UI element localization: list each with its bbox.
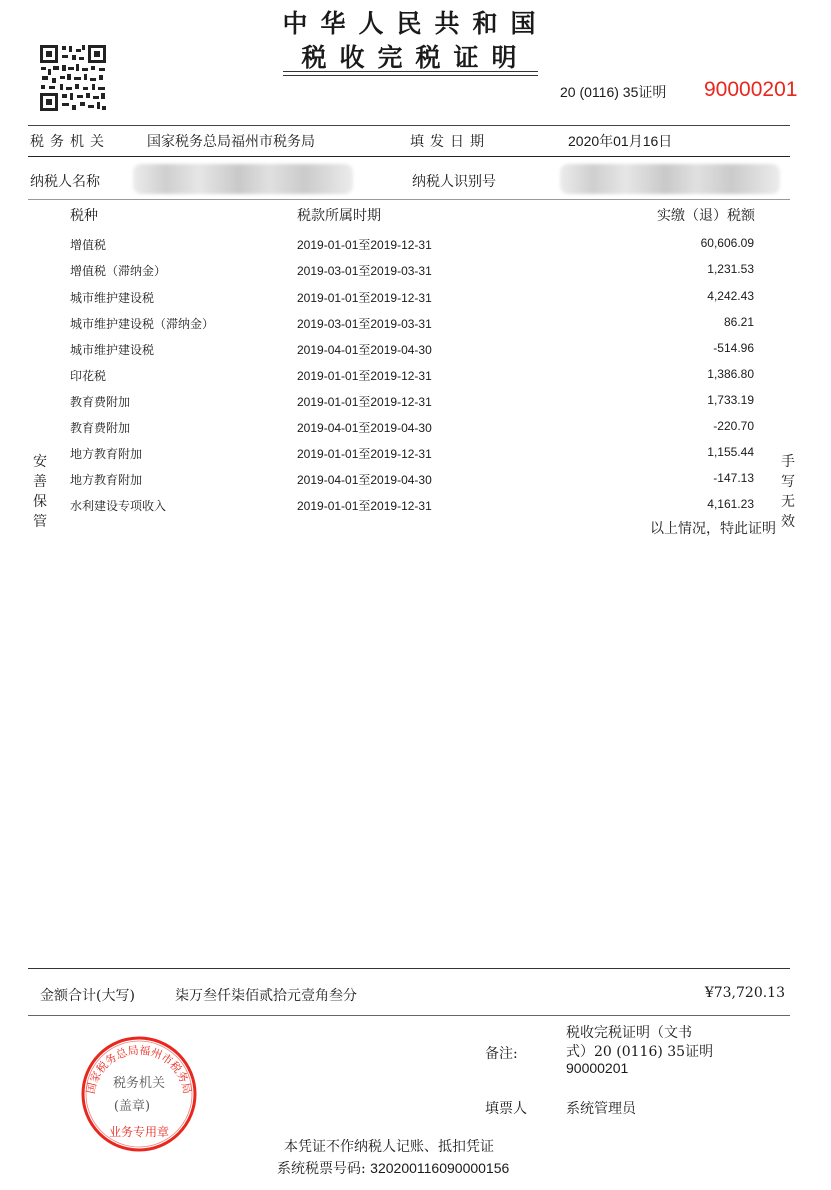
side-char: 管 bbox=[33, 514, 47, 530]
official-seal bbox=[80, 1035, 198, 1153]
remarks-line: 90000201 bbox=[566, 1060, 629, 1076]
notice-text: 本凭证不作纳税人记账、抵扣凭证 bbox=[284, 1139, 494, 1155]
table-row-period: 2019-01-01至2019-12-31 bbox=[297, 369, 432, 383]
title-underline bbox=[283, 71, 538, 72]
taxpayer-name-redacted bbox=[133, 164, 353, 194]
table-row-name: 城市维护建设税 bbox=[70, 343, 155, 357]
issue-date-value: 2020年01月16日 bbox=[568, 133, 673, 149]
total-amount: ¥73,720.13 bbox=[704, 985, 785, 1001]
table-row-period: 2019-01-01至2019-12-31 bbox=[297, 499, 432, 513]
table-row-name: 教育费附加 bbox=[70, 395, 131, 409]
side-text-left bbox=[32, 452, 48, 532]
table-row-amount: 60,606.09 bbox=[700, 236, 754, 250]
tax-authority-label: 税务机关 bbox=[30, 134, 110, 150]
remarks-line: 式）20 (0116) 35证明 bbox=[566, 1044, 714, 1060]
divider-top bbox=[28, 125, 790, 126]
divider-info bbox=[28, 156, 790, 157]
document-number: 20 (0116) 35证明 bbox=[560, 84, 667, 100]
table-row-amount: 1,231.53 bbox=[707, 262, 754, 276]
table-row-name: 地方教育附加 bbox=[70, 473, 143, 487]
table-row-amount: 1,386.80 bbox=[707, 367, 754, 381]
side-char: 写 bbox=[781, 474, 795, 490]
side-char: 无 bbox=[781, 494, 795, 510]
table-row-name: 城市维护建设税 bbox=[70, 291, 155, 305]
table-row-period: 2019-04-01至2019-04-30 bbox=[297, 473, 432, 487]
table-row-amount: -147.13 bbox=[713, 471, 754, 485]
ticket-number-value: 320200116090000156 bbox=[370, 1160, 510, 1176]
table-row-amount: 1,733.19 bbox=[707, 393, 754, 407]
table-row-name: 印花税 bbox=[70, 369, 107, 383]
divider-total-top bbox=[28, 968, 790, 969]
side-char: 善 bbox=[33, 474, 47, 490]
table-row-name: 教育费附加 bbox=[70, 421, 131, 435]
side-char: 安 bbox=[33, 454, 47, 470]
ticket-number-label: 系统税票号码: bbox=[277, 1161, 371, 1177]
table-row-name: 地方教育附加 bbox=[70, 447, 143, 461]
seal-inner-line1: 税务机关 bbox=[112, 1076, 166, 1091]
table-row-period: 2019-01-01至2019-12-31 bbox=[297, 238, 432, 252]
taxpayer-id-label: 纳税人识别号 bbox=[412, 174, 496, 190]
table-row-period: 2019-01-01至2019-12-31 bbox=[297, 447, 432, 461]
table-row-name: 增值税 bbox=[70, 238, 107, 252]
document-title: 中华人民共和国 bbox=[282, 9, 549, 38]
table-row-period: 2019-03-01至2019-03-31 bbox=[297, 264, 432, 278]
side-text-right bbox=[780, 452, 796, 532]
divider-total-bottom bbox=[28, 1015, 790, 1016]
table-row-name: 增值税（滞纳金） bbox=[70, 264, 167, 278]
qr-code-icon bbox=[38, 43, 108, 113]
table-row-amount: 86.21 bbox=[723, 315, 754, 329]
serial-number: 90000201 bbox=[704, 78, 798, 101]
table-row-amount: -220.70 bbox=[713, 419, 754, 433]
table-row-period: 2019-01-01至2019-12-31 bbox=[297, 395, 432, 409]
seal-outer-text: 国家税务总局福州市税务局 bbox=[84, 1043, 194, 1096]
table-row-amount: 4,242.43 bbox=[707, 289, 754, 303]
title-underline-double bbox=[283, 75, 538, 76]
table-row-amount: 1,155.44 bbox=[707, 445, 754, 459]
table-row-period: 2019-04-01至2019-04-30 bbox=[297, 421, 432, 435]
total-in-words: 柒万叁仟柒佰贰拾元壹角叁分 bbox=[175, 988, 357, 1004]
certification-text: 以上情况，特此证明 bbox=[650, 521, 776, 537]
table-row-period: 2019-04-01至2019-04-30 bbox=[297, 343, 432, 357]
table-row-amount: 4,161.23 bbox=[707, 497, 754, 511]
filler-label: 填票人 bbox=[485, 1101, 527, 1117]
total-label: 金额合计(大写) bbox=[40, 988, 135, 1004]
seal-bottom-text: 业务专用章 bbox=[108, 1125, 170, 1139]
column-header-amount: 实缴（退）税额 bbox=[657, 208, 755, 224]
taxpayer-id-redacted bbox=[560, 164, 780, 194]
side-char: 效 bbox=[781, 514, 795, 530]
table-row-name: 水利建设专项收入 bbox=[70, 499, 167, 513]
taxpayer-name-label: 纳税人名称 bbox=[30, 174, 100, 190]
issue-date-label: 填发日期 bbox=[410, 134, 490, 150]
column-header-tax-type: 税种 bbox=[70, 208, 98, 224]
remarks-label: 备注: bbox=[485, 1046, 518, 1062]
column-header-period: 税款所属时期 bbox=[297, 208, 381, 224]
table-row-period: 2019-01-01至2019-12-31 bbox=[297, 291, 432, 305]
side-char: 保 bbox=[33, 494, 47, 510]
table-row-amount: -514.96 bbox=[713, 341, 754, 355]
tax-authority-value: 国家税务总局福州市税务局 bbox=[147, 134, 315, 150]
filler-value: 系统管理员 bbox=[566, 1101, 636, 1117]
divider-table bbox=[28, 199, 790, 200]
seal-inner-line2: (盖章) bbox=[113, 1099, 151, 1114]
table-row-name: 城市维护建设税（滞纳金） bbox=[70, 317, 215, 331]
table-row-period: 2019-03-01至2019-03-31 bbox=[297, 317, 432, 331]
ticket-number-row bbox=[277, 1158, 509, 1178]
document-subtitle: 税收完税证明 bbox=[301, 43, 530, 72]
side-char: 手 bbox=[781, 454, 795, 470]
remarks-line: 税收完税证明（文书 bbox=[566, 1025, 692, 1041]
